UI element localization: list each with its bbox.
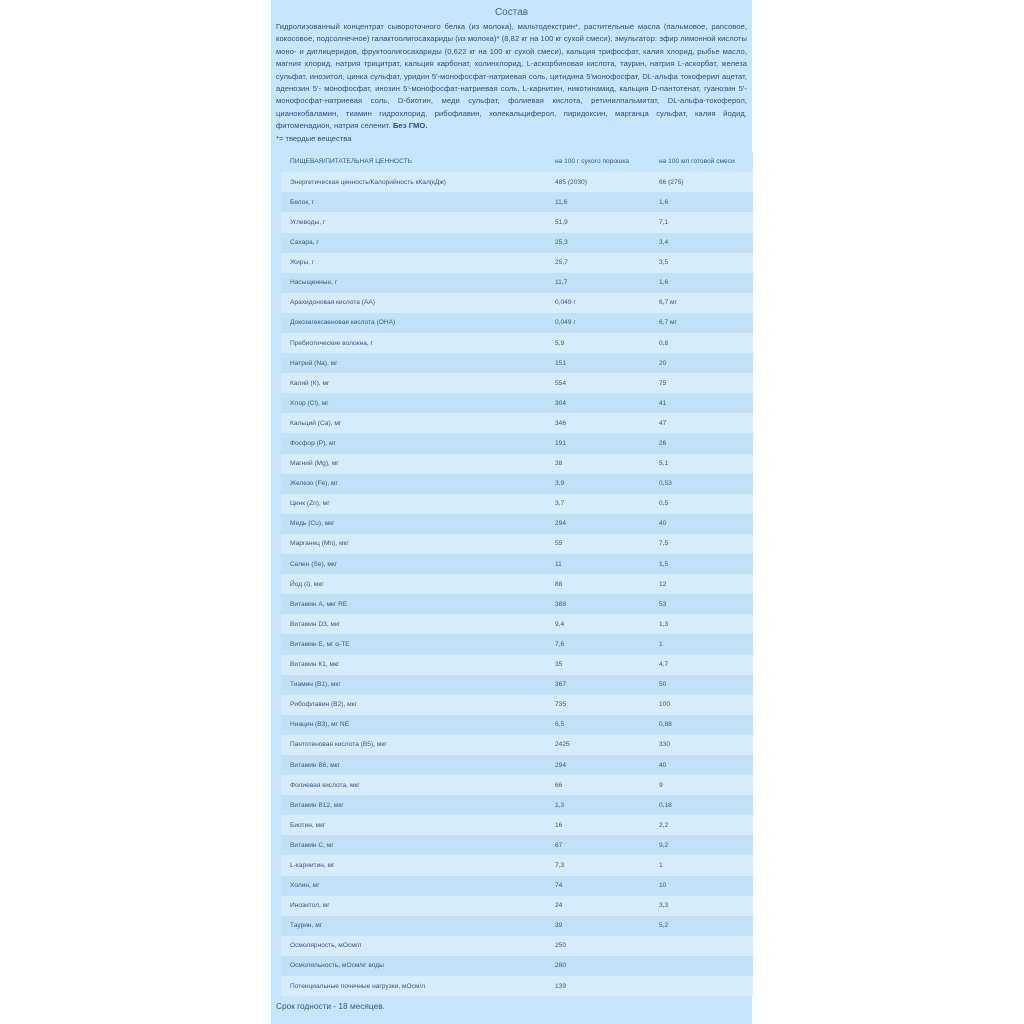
table-row (281, 413, 753, 433)
cell-per-100g: 0,049 г (555, 299, 576, 307)
cell-nutrient: Таурин, мг (290, 922, 323, 930)
cell-nutrient: Осмоляльность, мОсм/кг воды (290, 962, 384, 970)
table-row (281, 333, 753, 353)
cell-per-100g: 485 (2030) (555, 178, 587, 186)
cell-nutrient: Инозитол, мг (290, 902, 330, 910)
cell-per-100ml: 7,5 (659, 540, 669, 548)
table-row (281, 876, 753, 896)
cell-per-100ml: 5,1 (659, 460, 669, 468)
cell-nutrient: Витамин А, мкг RE (290, 600, 348, 608)
table-row (281, 253, 753, 273)
table-row (281, 655, 753, 675)
shelf-life: Срок годности - 18 месяцев. (276, 1001, 385, 1012)
cell-per-100ml: 7,1 (659, 218, 669, 226)
cell-nutrient: Жиры, г (290, 259, 315, 267)
table-row (281, 675, 753, 695)
cell-per-100ml (650, 976, 753, 996)
cell-per-100g: 11 (555, 560, 562, 568)
table-row (281, 474, 753, 494)
cell-per-100ml: 0,5 (659, 500, 669, 508)
cell-per-100g: 294 (555, 761, 567, 769)
table-row (281, 755, 753, 775)
cell-nutrient: Холин, мг (290, 882, 320, 890)
cell-per-100g: 3,9 (555, 480, 565, 488)
composition-body: Гидролизованный концентрат сывороточного белка (из молока), мальтодекстрин*, растительные масла (пальмовое, рапсовое, кокосовое, подсолнечное) галактоолигосахариды (из молока)* (8,82 кг на 100 кг сухой смеси), эмульгатор: эфир лимонной кислоты моно- и диглицеридов, фруктоолигосахариды (0,622 кг на 100 кг сухой смеси), кальция трифосфат, калия хлорид, рыбье масло, магния хлорид, натрия трицитрат, кальция карбонат, холинхлорид, L-аскорбиновая кислота, таурин, натрия L-аскорбат, железа сульфат, инозитол, цинка сульфат, уридин 5'-монофосфат-натриевая соль, цитидина 5'монофосфат, DL-альфа токоферил ацетат, аденозин 5'- монофосфат, инозин 5'-монофосфат-натриевая соль, L-карнитин, никотинамид, кальция D-пантотенат, гуанозин 5'-монофосфат-натриевая соль, D-биотин, меди сульфат, фолиевая кислота, ретинилпальмитат, DL-альфа-токоферол, цианокобаламин, тиамин гидрохлорид, рибофлавин, холекальциферол, пиридоксин, марганца сульфат, калия йодид, фитоменадион, натрия селенит. (276, 22, 747, 131)
nutrition-table-body (281, 172, 753, 996)
nutrition-table (281, 152, 753, 996)
cell-nutrient: Селен (Se), мкг (290, 560, 338, 568)
cell-nutrient: Витамин Е, мг α-ТЕ (290, 640, 350, 648)
cell-nutrient: Натрий (Na), мг (290, 359, 338, 367)
cell-per-100ml: 40 (659, 761, 667, 769)
cell-per-100g: 51,9 (555, 218, 568, 226)
table-row (281, 192, 753, 212)
cell-nutrient: Тиамин (В1), мкг (290, 681, 341, 689)
cell-per-100ml: 0,53 (659, 480, 672, 488)
cell-per-100g: 735 (555, 701, 567, 709)
cell-per-100ml: 1,5 (659, 560, 669, 568)
cell-per-100g: 39 (555, 922, 563, 930)
cell-nutrient: Сахара, г (290, 239, 319, 247)
cell-nutrient: Йод (I), мкг (290, 580, 324, 588)
cell-per-100ml: 2,2 (659, 821, 669, 829)
cell-per-100ml: 53 (659, 600, 667, 608)
cell-per-100g: 11,7 (555, 279, 568, 287)
cell-nutrient: L-карнитин, мг (290, 861, 335, 869)
product-info-panel (271, 0, 752, 1024)
cell-per-100g: 5,9 (555, 339, 565, 347)
cell-per-100ml: 330 (659, 741, 671, 749)
cell-per-100g: 9,4 (555, 620, 565, 628)
header-nutrient: ПИЩЕВАЯ/ПИТАТЕЛЬНАЯ ЦЕННОСТЬ (290, 158, 413, 166)
cell-per-100g: 367 (555, 681, 567, 689)
table-row (281, 514, 753, 534)
solids-footnote: *= твердые вещества (276, 133, 352, 143)
table-row (281, 353, 753, 373)
cell-per-100ml: 47 (659, 419, 667, 427)
cell-nutrient: Ниацин (В3), мг NE (290, 721, 350, 729)
cell-per-100ml: 6,7 мг (659, 319, 677, 327)
cell-per-100ml (650, 956, 753, 976)
table-row (281, 956, 753, 976)
cell-per-100g: 7,6 (555, 640, 565, 648)
table-row (281, 715, 753, 735)
cell-per-100ml: 1,6 (659, 198, 669, 206)
cell-per-100g: 388 (555, 600, 567, 608)
table-row (281, 373, 753, 393)
cell-per-100g: 67 (555, 841, 563, 849)
cell-nutrient: Магний (Mg), мг (290, 460, 339, 468)
cell-nutrient: Витамин С, мг (290, 841, 334, 849)
cell-per-100g: 88 (555, 580, 563, 588)
cell-nutrient: Фосфор (Р), мг (290, 440, 336, 448)
table-row (281, 313, 753, 333)
table-row (281, 594, 753, 614)
cell-per-100g: 250 (555, 942, 567, 950)
cell-nutrient: Рибофлавин (В2), мкг (290, 701, 357, 709)
cell-per-100g: 304 (555, 399, 567, 407)
cell-per-100g: 554 (555, 379, 567, 387)
cell-per-100ml: 41 (659, 399, 667, 407)
cell-nutrient: Цинк (Zn), мг (290, 500, 330, 508)
cell-per-100ml: 3,4 (659, 239, 669, 247)
cell-per-100ml: 26 (659, 440, 667, 448)
cell-per-100g: 2425 (555, 741, 570, 749)
cell-per-100ml: 1,6 (659, 279, 669, 287)
cell-nutrient: Осмолярность, мОсм/л (290, 942, 362, 950)
cell-per-100ml: 9 (659, 781, 663, 789)
cell-per-100g: 25,7 (555, 259, 568, 267)
table-row (281, 454, 753, 474)
cell-per-100g: 25,3 (555, 239, 568, 247)
cell-per-100g: 280 (555, 962, 567, 970)
cell-nutrient: Витамин К1, мкг (290, 661, 340, 669)
cell-per-100ml: 75 (659, 379, 667, 387)
cell-per-100g: 66 (555, 781, 563, 789)
table-row (281, 574, 753, 594)
cell-nutrient: Калий (К), мг (290, 379, 330, 387)
table-row (281, 273, 753, 293)
cell-per-100g: 139 (555, 982, 567, 990)
cell-per-100g: 346 (555, 419, 567, 427)
table-row (281, 554, 753, 574)
composition-text (276, 21, 747, 133)
table-row (281, 293, 753, 313)
table-row (281, 393, 753, 413)
table-row (281, 172, 753, 192)
header-per-100g: на 100 г сухого порошка (555, 158, 630, 166)
table-row (281, 976, 753, 996)
cell-per-100ml: 0,88 (659, 721, 672, 729)
table-row (281, 855, 753, 875)
cell-nutrient: Медь (Cu), мкг (290, 520, 335, 528)
cell-nutrient: Витамин D3, мкг (290, 620, 341, 628)
cell-per-100g: 11,6 (555, 198, 568, 206)
table-row (281, 835, 753, 855)
table-row (281, 695, 753, 715)
cell-per-100ml: 1,3 (659, 620, 669, 628)
cell-per-100ml: 66 (275) (659, 178, 684, 186)
cell-nutrient: Биотин, мкг (290, 821, 326, 829)
cell-per-100ml: 9,2 (659, 841, 669, 849)
cell-per-100ml: 1 (659, 861, 663, 869)
cell-nutrient: Витамин В6, мкг (290, 761, 340, 769)
table-row (281, 735, 753, 755)
cell-per-100g: 7,3 (555, 861, 565, 869)
cell-per-100ml: 6,7 мг (659, 299, 677, 307)
cell-per-100g: 74 (555, 882, 563, 890)
cell-nutrient: Кальций (Са), мг (290, 419, 342, 427)
cell-nutrient: Углеводы, г (290, 218, 326, 226)
cell-per-100ml: 0,8 (659, 339, 669, 347)
cell-per-100g: 294 (555, 520, 567, 528)
cell-per-100ml: 100 (659, 701, 671, 709)
table-row (281, 614, 753, 634)
cell-nutrient: Энергетическая ценность/Калорийность кКал(кДж) (290, 178, 446, 186)
cell-per-100ml: 20 (659, 359, 667, 367)
cell-per-100ml: 10 (659, 882, 667, 890)
cell-per-100g: 35 (555, 661, 563, 669)
cell-nutrient: Витамин В12, мкг (290, 801, 344, 809)
cell-per-100g: 0,049 г (555, 319, 576, 327)
cell-per-100ml: 50 (659, 681, 667, 689)
cell-per-100ml: 5,2 (659, 922, 669, 930)
table-row (281, 775, 753, 795)
cell-per-100ml: 1 (659, 640, 663, 648)
table-row (281, 233, 753, 253)
cell-per-100g: 1,3 (555, 801, 565, 809)
cell-nutrient: Пантотеновая кислота (В5), мкг (290, 741, 387, 749)
table-row (281, 896, 753, 916)
cell-per-100ml: 3,3 (659, 902, 669, 910)
cell-nutrient: Марганец (Mn), мкг (290, 540, 349, 548)
cell-per-100g: 38 (555, 460, 563, 468)
cell-nutrient: Железо (Fe), мг (290, 480, 338, 488)
table-row (281, 815, 753, 835)
cell-nutrient: Потенциальные почечные нагрузки, мОсм/л (290, 982, 426, 990)
cell-per-100g: 16 (555, 821, 563, 829)
cell-per-100g: 3,7 (555, 500, 565, 508)
section-title: Состав (494, 7, 529, 18)
table-row (281, 916, 753, 936)
cell-per-100g: 191 (555, 440, 567, 448)
table-row (281, 433, 753, 453)
table-row (281, 634, 753, 654)
cell-per-100g: 6,5 (555, 721, 565, 729)
table-row (281, 936, 753, 956)
cell-per-100g: 55 (555, 540, 563, 548)
cell-nutrient: Насыщенные, г (290, 279, 338, 287)
cell-per-100ml: 0,18 (659, 801, 672, 809)
cell-nutrient: Белок, г (290, 198, 315, 206)
cell-per-100g: 151 (555, 359, 567, 367)
header-per-100ml: на 100 мл готовой смеси (659, 158, 735, 166)
table-row (281, 795, 753, 815)
cell-per-100ml: 40 (659, 520, 667, 528)
cell-nutrient: Докозагексаеновая кислота (ОНА) (290, 319, 396, 327)
table-row (281, 534, 753, 554)
gmo-free-label: Без ГМО. (392, 121, 428, 131)
cell-per-100ml: 4,7 (659, 661, 669, 669)
table-row (281, 494, 753, 514)
cell-per-100ml (650, 936, 753, 956)
cell-nutrient: Хлор (Cl), мг (290, 399, 329, 407)
table-header-row (281, 152, 753, 173)
cell-nutrient: Арахидоновая кислота (АА) (290, 299, 375, 307)
cell-per-100g: 24 (555, 902, 563, 910)
cell-per-100ml: 3,5 (659, 259, 669, 267)
cell-per-100ml: 12 (659, 580, 667, 588)
cell-nutrient: Пребиотические волокна, г (290, 339, 373, 347)
cell-nutrient: Фолиевая кислота, мкг (290, 781, 360, 789)
table-row (281, 212, 753, 232)
